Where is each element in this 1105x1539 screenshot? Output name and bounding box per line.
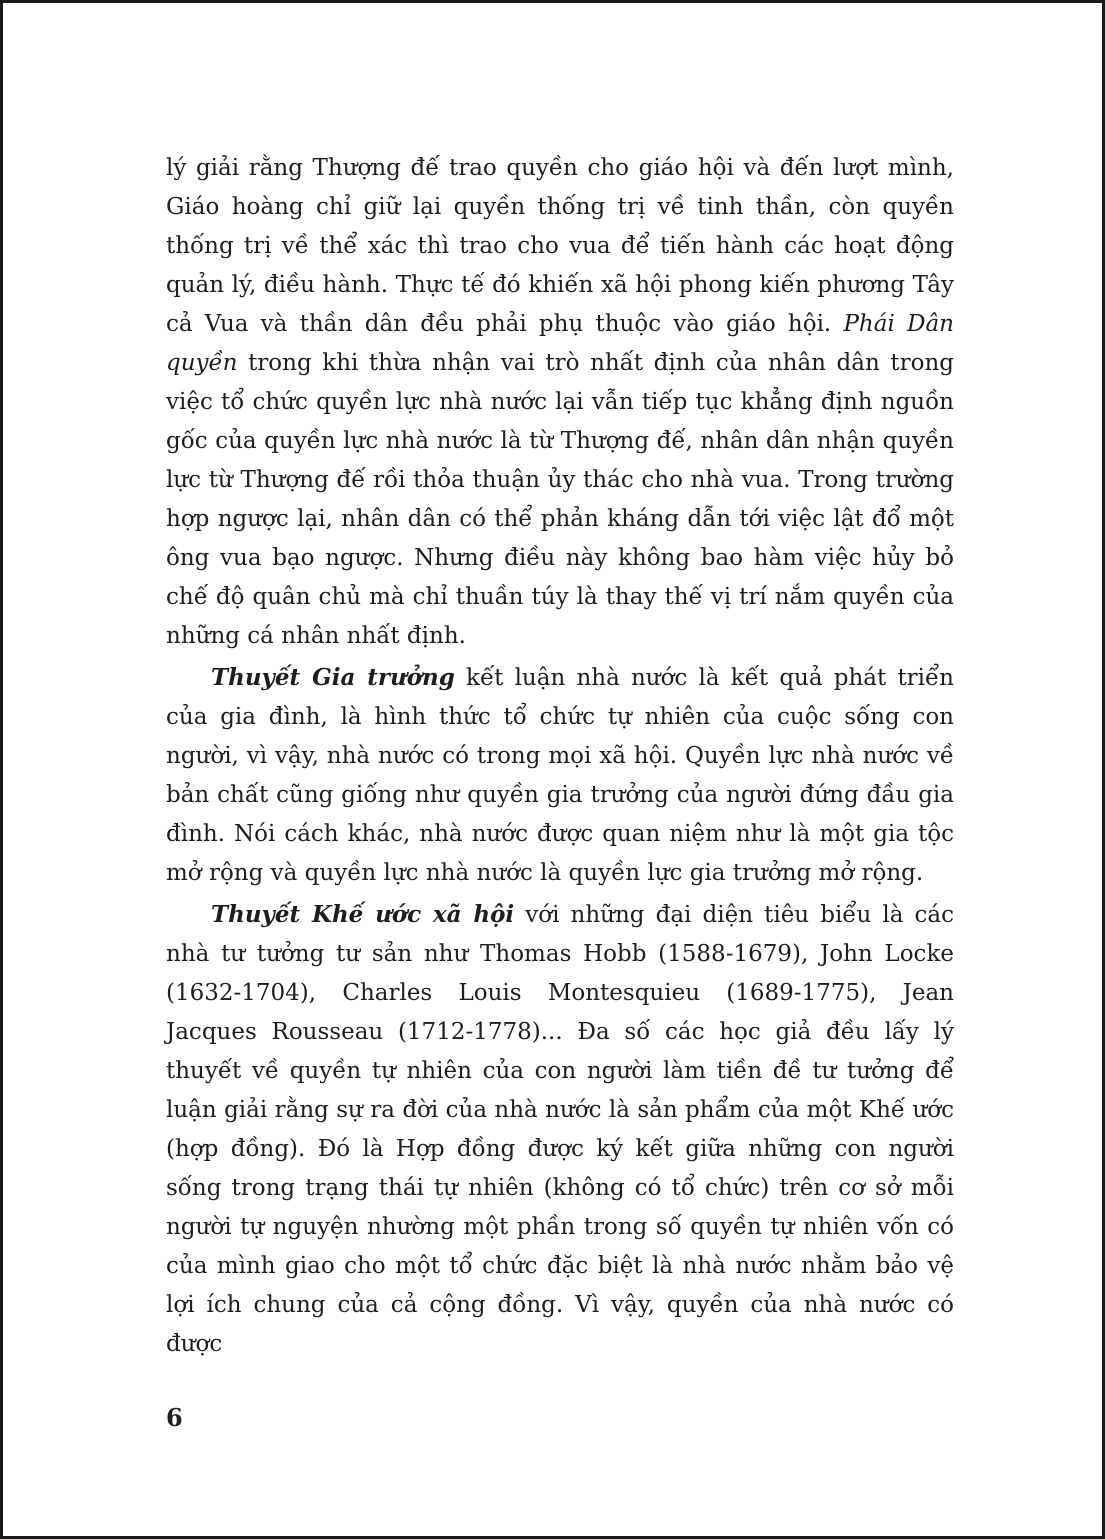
term-thuyet-gia-truong: Thuyết Gia trưởng	[211, 664, 455, 691]
paragraph-text: với những đại diện tiêu biểu là các nhà tư tưởng tư sản như Thomas Hobb (1588-1679), John Locke (1632-1704), Charles Louis Montesquieu (1689-1775), Jean Jacques Rousseau (1712-1778)... Đa số các học giả đều lấy lý thuyết về quyền tự nhiên của con người làm tiền đề tư tưởng để luận giải rằng sự ra đời của nhà nước là sản phẩm của một Khế ước (hợp đồng). Đó là Hợp đồng được ký kết giữa những con người sống trong trạng thái tự nhiên (không có tổ chức) trên cơ sở mỗi người tự nguyện nhường một phần trong số quyền tự nhiên vốn có của mình giao cho một tổ chức đặc biệt là nhà nước nhằm bảo vệ lợi ích chung của cả cộng đồng. Vì vậy, quyền của nhà nước có được	[166, 902, 954, 1357]
paragraph-text: lý giải rằng Thượng đế trao quyền cho giáo hội và đến lượt mình, Giáo hoàng chỉ giữ lại quyền thống trị về tinh thần, còn quyền thống trị về thể xác thì trao cho vua để tiến hành các hoạt động quản lý, điều hành. Thực tế đó khiến xã hội phong kiến phương Tây cả Vua và thần dân đều phải phụ thuộc vào giáo hội.	[166, 155, 954, 337]
paragraph-text: trong khi thừa nhận vai trò nhất định của nhân dân trong việc tổ chức quyền lực nhà nước lại vẫn tiếp tục khẳng định nguồn gốc của quyền lực nhà nước là từ Thượng đế, nhân dân nhận quyền lực từ Thượng đế rồi thỏa thuận ủy thác cho nhà vua. Trong trường hợp ngược lại, nhân dân có thể phản kháng dẫn tới việc lật đổ một ông vua bạo ngược. Nhưng điều này không bao hàm việc hủy bỏ chế độ quân chủ mà chỉ thuần túy là thay thế vị trí nắm quyền của những cá nhân nhất định.	[166, 350, 954, 649]
term-phai-dan-quyen: Phái Dân quyền	[166, 311, 954, 376]
page-number: 6	[166, 1403, 183, 1432]
paragraph-divine-right	[166, 149, 954, 656]
paragraph-text: kết luận nhà nước là kết quả phát triển của gia đình, là hình thức tổ chức tự nhiên của cuộc sống con người, vì vậy, nhà nước có trong mọi xã hội. Quyền lực nhà nước về bản chất cũng giống như quyền gia trưởng của người đứng đầu gia đình. Nói cách khác, nhà nước được quan niệm như là một gia tộc mở rộng và quyền lực nhà nước là quyền lực gia trưởng mở rộng.	[166, 665, 954, 886]
term-thuyet-khe-uoc-xa-hoi: Thuyết Khế ước xã hội	[211, 901, 515, 928]
paragraph-social-contract	[166, 895, 954, 1364]
page-body	[166, 149, 954, 1364]
paragraph-patriarchal-theory	[166, 658, 954, 893]
